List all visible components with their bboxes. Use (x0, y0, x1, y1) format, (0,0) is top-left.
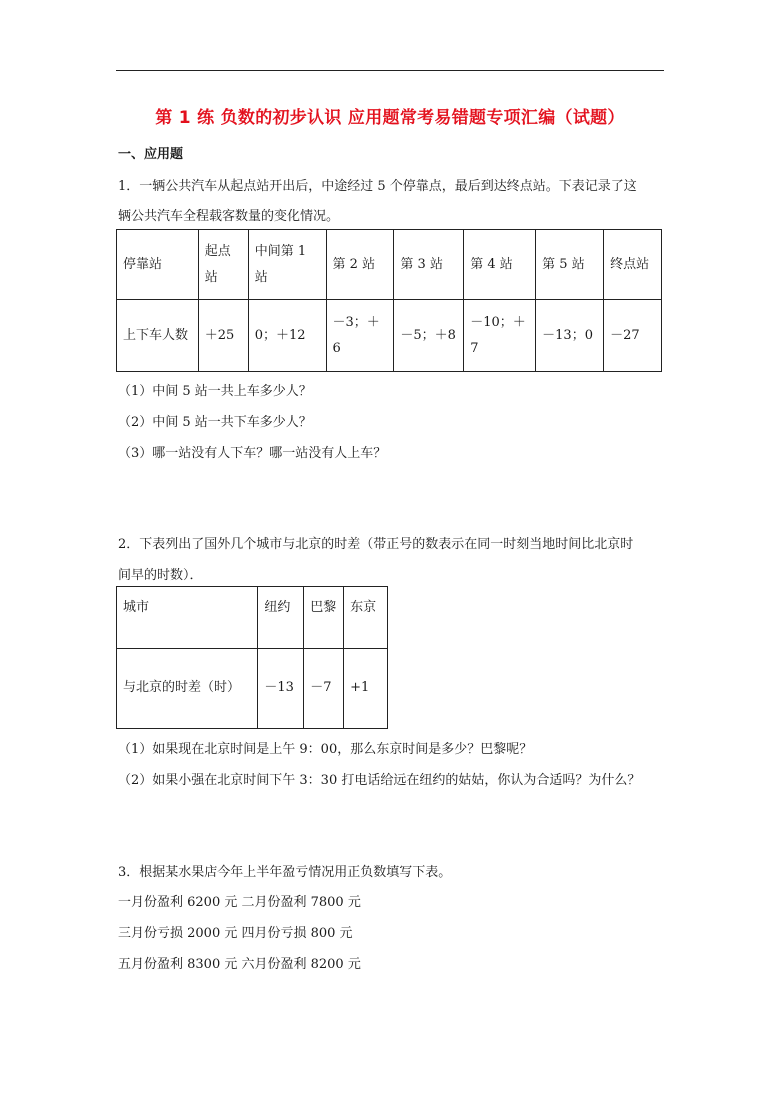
page-title: 第 1 练 负数的初步认识 应用题常考易错题专项汇编（试题） (155, 108, 625, 128)
q3-line1: 3．根据某水果店今年上半年盈亏情况用正负数填写下表。 (118, 865, 452, 880)
table-cell: 第 3 站 (394, 230, 464, 300)
q3-line3: 三月份亏损 2000 元 四月份亏损 800 元 (118, 926, 353, 941)
header-rule (116, 70, 664, 71)
time-difference-table (116, 586, 388, 729)
table-cell: 东京 (344, 587, 388, 649)
table-cell: －27 (604, 300, 662, 372)
table-row (117, 300, 662, 372)
q1-line1: 1．一辆公共汽车从起点站开出后，中途经过 5 个停靠点，最后到达终点站。下表记录了这 (118, 179, 637, 194)
table-cell: －13 (258, 649, 304, 729)
table-cell: 终点站 (604, 230, 662, 300)
table-cell: 停靠站 (117, 230, 199, 300)
table-cell: ＋25 (198, 300, 248, 372)
table-cell: 纽约 (258, 587, 304, 649)
table-cell: －3；＋6 (326, 300, 394, 372)
table-cell: 城市 (117, 587, 258, 649)
table-cell: 0；＋12 (248, 300, 326, 372)
table-row (117, 649, 388, 729)
q1-sub1: （1）中间 5 站一共上车多少人？ (118, 384, 312, 399)
table-cell: +1 (344, 649, 388, 729)
q2-sub1: （1）如果现在北京时间是上午 9：00，那么东京时间是多少？巴黎呢？ (118, 742, 533, 757)
table-cell: 第 2 站 (326, 230, 394, 300)
q3-line4: 五月份盈利 8300 元 六月份盈利 8200 元 (118, 957, 361, 972)
q1-sub3: （3）哪一站没有人下车？哪一站没有人上车？ (118, 446, 387, 461)
q1-line2: 辆公共汽车全程载客数量的变化情况。 (118, 209, 340, 224)
q2-line1: 2．下表列出了国外几个城市与北京的时差（带正号的数表示在同一时刻当地时间比北京时 (118, 537, 634, 552)
table-cell: －13；0 (536, 300, 604, 372)
section-heading: 一、应用题 (118, 147, 184, 162)
table-cell: 第 5 站 (536, 230, 604, 300)
q2-line2: 间早的时数）． (118, 568, 203, 583)
table-cell: 第 4 站 (464, 230, 536, 300)
bus-passenger-table (116, 229, 662, 372)
table-cell: －5；＋8 (394, 300, 464, 372)
table-row (117, 587, 388, 649)
table-cell: －10；＋7 (464, 300, 536, 372)
table-cell: 中间第 1 站 (248, 230, 326, 300)
table-cell: 起点站 (198, 230, 248, 300)
table-row (117, 230, 662, 300)
table-cell: －7 (304, 649, 344, 729)
q3-line2: 一月份盈利 6200 元 二月份盈利 7800 元 (118, 895, 361, 910)
table-cell: 与北京的时差（时） (117, 649, 258, 729)
q1-sub2: （2）中间 5 站一共下车多少人？ (118, 415, 312, 430)
table-cell: 上下车人数 (117, 300, 199, 372)
table-cell: 巴黎 (304, 587, 344, 649)
q2-sub2: （2）如果小强在北京时间下午 3：30 打电话给远在纽约的姑姑，你认为合适吗？为什么？ (118, 773, 641, 788)
